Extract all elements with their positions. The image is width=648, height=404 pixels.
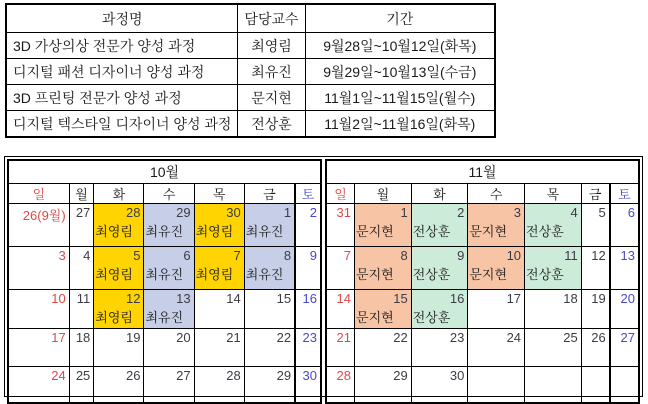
- day-number: [582, 367, 609, 368]
- day-number: 18: [563, 291, 578, 306]
- day-number: 3: [513, 205, 522, 220]
- day-number: 1: [283, 205, 292, 220]
- course-name-cell: 3D 프린팅 전문가 양성 과정: [6, 85, 238, 111]
- instructor-label: 최유진: [145, 224, 184, 239]
- day-number: 24: [51, 368, 66, 383]
- day-cell: [244, 329, 295, 367]
- day-cell: [468, 247, 525, 290]
- instructor-label: 최영림: [195, 224, 234, 239]
- day-cell: [468, 329, 525, 367]
- day-number: 17: [506, 291, 522, 306]
- day-cell: [581, 367, 610, 404]
- day-cell: [411, 247, 468, 290]
- course-name-cell: 디지털 패션 디자이너 양성 과정: [6, 59, 238, 85]
- day-cell: [525, 290, 582, 329]
- day-number: 8: [400, 248, 408, 263]
- instructor-label: 최영림: [195, 267, 234, 282]
- day-cell: [411, 204, 468, 247]
- day-cell: [468, 367, 525, 404]
- week-row: [8, 247, 321, 290]
- day-number: 18: [75, 330, 91, 345]
- day-number: 13: [176, 291, 191, 306]
- period-cell: 11월2일~11월16일(화목): [305, 111, 495, 138]
- calendar-section: [4, 156, 643, 397]
- day-cell: [411, 367, 468, 404]
- day-number: 19: [125, 330, 141, 345]
- day-cell: [194, 290, 244, 329]
- instructor-label: 최영림: [95, 310, 133, 325]
- day-number: 15: [276, 291, 292, 306]
- day-number: 19: [591, 291, 606, 306]
- week-row: [326, 367, 639, 404]
- instructor-label: 문지현: [356, 224, 394, 239]
- day-number: 16: [302, 291, 317, 306]
- day-cell: [355, 247, 412, 290]
- day-cell: [244, 367, 295, 404]
- day-cell: [194, 204, 244, 247]
- period-header: 기간: [305, 4, 495, 33]
- day-cell: [581, 247, 610, 290]
- day-number: 11: [564, 248, 578, 263]
- month-title: 10월: [8, 160, 321, 184]
- day-cell: [525, 247, 582, 290]
- instructor-label: 최영림: [95, 267, 133, 282]
- day-cell: [69, 329, 94, 367]
- day-cell: [326, 204, 355, 247]
- day-number: 29: [176, 205, 191, 220]
- day-number: [611, 367, 638, 368]
- day-number: 23: [449, 330, 465, 345]
- calendar-body: [8, 204, 321, 404]
- day-cell: [326, 329, 355, 367]
- instructor-label: 최유진: [145, 310, 184, 325]
- day-cell: [610, 367, 639, 404]
- day-number: 30: [226, 205, 241, 220]
- day-number: 27: [75, 205, 91, 220]
- day-number: 17: [51, 330, 66, 345]
- weekday-header: 목: [194, 184, 244, 204]
- instructor-label: 전상훈: [412, 267, 451, 282]
- period-cell: 9월29일~10월13일(수금): [305, 59, 495, 85]
- course-name-cell: 디지털 텍스타일 디자이너 양성 과정: [6, 111, 238, 138]
- day-cell: [355, 329, 412, 367]
- week-row: [8, 290, 321, 329]
- instructor-label: 최영림: [95, 224, 133, 239]
- week-row: [8, 329, 321, 367]
- professor-cell: 전상훈: [238, 111, 305, 138]
- day-cell: [144, 329, 194, 367]
- day-cell: [355, 204, 412, 247]
- month-title-row: [326, 160, 639, 184]
- day-cell: [8, 367, 69, 404]
- day-cell: [194, 329, 244, 367]
- instructor-label: 문지현: [356, 267, 394, 282]
- weekday-header: 금: [244, 184, 295, 204]
- day-cell: [525, 367, 582, 404]
- day-cell: [94, 204, 144, 247]
- day-cell: [144, 290, 194, 329]
- weekday-header: 월: [355, 184, 412, 204]
- weekday-header: 목: [525, 184, 582, 204]
- day-number: 26: [125, 368, 141, 383]
- weekday-header: 화: [94, 184, 144, 204]
- day-number: 28: [336, 368, 352, 383]
- day-number: 21: [336, 330, 352, 345]
- period-cell: 11월1일~11월15일(월수): [305, 85, 495, 111]
- weekday-header: 월: [69, 184, 94, 204]
- day-number: 21: [226, 330, 241, 345]
- week-row: [8, 204, 321, 247]
- day-cell: [69, 290, 94, 329]
- day-cell: [295, 367, 321, 404]
- day-cell: [244, 247, 295, 290]
- day-cell: [610, 247, 639, 290]
- day-number: 20: [176, 330, 191, 345]
- instructor-label: 최유진: [245, 224, 284, 239]
- day-number: 27: [176, 368, 191, 383]
- day-number: 10: [51, 291, 66, 306]
- day-number: 24: [506, 330, 522, 345]
- week-row: [326, 247, 639, 290]
- day-cell: [244, 290, 295, 329]
- day-cell: [94, 367, 144, 404]
- day-number: 14: [226, 291, 241, 306]
- day-number: 28: [125, 205, 141, 220]
- day-cell: [610, 329, 639, 367]
- day-cell: [8, 247, 69, 290]
- weekday-header: 토: [295, 184, 321, 204]
- day-number: 31: [336, 205, 352, 220]
- day-cell: [144, 367, 194, 404]
- day-number: 22: [393, 330, 408, 345]
- day-cell: [295, 329, 321, 367]
- course-row: [6, 85, 495, 111]
- day-number: [468, 367, 524, 368]
- month-title-row: [8, 160, 321, 184]
- calendar-body: [326, 204, 639, 404]
- weekday-header: 수: [468, 184, 525, 204]
- instructor-label: 문지현: [469, 224, 508, 239]
- course-table-head: [6, 4, 495, 33]
- day-cell: [411, 329, 468, 367]
- day-cell: [326, 290, 355, 329]
- instructor-label: 문지현: [356, 310, 394, 325]
- instructor-label: 최유진: [245, 267, 284, 282]
- month-calendar: [7, 159, 322, 404]
- weekday-header-row: [326, 184, 639, 204]
- day-number: 5: [133, 248, 141, 263]
- day-cell: [468, 290, 525, 329]
- day-cell: [581, 204, 610, 247]
- day-number: 28: [226, 368, 241, 383]
- day-cell: [144, 204, 194, 247]
- course-table: [5, 3, 496, 138]
- day-number: 7: [233, 248, 241, 263]
- professor-cell: 최유진: [238, 59, 305, 85]
- day-number: 1: [400, 205, 408, 220]
- day-cell: [525, 204, 582, 247]
- day-number: 13: [620, 248, 635, 263]
- day-cell: [295, 204, 321, 247]
- instructor-label: 전상훈: [412, 224, 451, 239]
- day-number: 23: [302, 330, 317, 345]
- day-cell: [144, 247, 194, 290]
- day-number: 11: [76, 291, 91, 306]
- day-cell: [194, 367, 244, 404]
- day-number: 29: [393, 368, 408, 383]
- day-number: 14: [336, 291, 352, 306]
- period-cell: 9월28일~10월12일(화목): [305, 33, 495, 59]
- course-table-body: [6, 33, 495, 138]
- day-number: 15: [393, 291, 408, 306]
- course-name-header: 과정명: [6, 4, 238, 33]
- month-calendar: [325, 159, 640, 404]
- instructor-label: 전상훈: [526, 224, 564, 239]
- weekday-header: 수: [144, 184, 194, 204]
- day-number: 4: [83, 248, 91, 263]
- day-number: 6: [183, 248, 191, 263]
- course-row: [6, 33, 495, 59]
- day-cell: [610, 204, 639, 247]
- day-cell: [326, 367, 355, 404]
- day-number: 22: [276, 330, 292, 345]
- day-cell: [69, 367, 94, 404]
- day-number: 29: [276, 368, 292, 383]
- instructor-label: 전상훈: [412, 310, 451, 325]
- day-cell: [610, 290, 639, 329]
- day-number: 9: [457, 248, 465, 263]
- day-cell: [295, 247, 321, 290]
- calendar-head: [8, 160, 321, 204]
- week-row: [326, 290, 639, 329]
- day-cell: [194, 247, 244, 290]
- day-number: 10: [506, 248, 522, 263]
- weekday-header: 토: [610, 184, 639, 204]
- day-number: 7: [343, 248, 352, 263]
- day-cell: [94, 329, 144, 367]
- day-number: 6: [627, 205, 635, 220]
- day-number: 26: [591, 330, 606, 345]
- weekday-header: 일: [8, 184, 69, 204]
- professor-header: 담당교수: [238, 4, 305, 33]
- day-number: 16: [449, 291, 465, 306]
- week-row: [8, 367, 321, 404]
- day-cell: [295, 290, 321, 329]
- course-name-cell: 3D 가상의상 전문가 양성 과정: [6, 33, 238, 59]
- day-number: 30: [302, 368, 317, 383]
- day-cell: [411, 290, 468, 329]
- day-cell: [244, 204, 295, 247]
- professor-cell: 최영림: [238, 33, 305, 59]
- day-number: 8: [283, 248, 292, 263]
- weekday-header: 금: [581, 184, 610, 204]
- day-cell: [8, 329, 69, 367]
- month-title: 11월: [326, 160, 639, 184]
- day-cell: [94, 247, 144, 290]
- day-number: 26(9월): [22, 208, 66, 223]
- day-cell: [8, 290, 69, 329]
- instructor-label: 최유진: [145, 267, 184, 282]
- day-number: 4: [570, 205, 578, 220]
- day-cell: [94, 290, 144, 329]
- day-number: 2: [309, 205, 317, 220]
- day-number: 30: [449, 368, 465, 383]
- day-number: 20: [620, 291, 635, 306]
- course-row: [6, 59, 495, 85]
- course-row: [6, 111, 495, 138]
- day-number: 25: [75, 368, 91, 383]
- day-cell: [355, 367, 412, 404]
- day-number: 5: [598, 205, 606, 220]
- day-cell: [355, 290, 412, 329]
- day-cell: [69, 204, 94, 247]
- professor-cell: 문지현: [238, 85, 305, 111]
- course-table-header-row: [6, 4, 495, 33]
- day-number: 9: [309, 248, 317, 263]
- day-number: [525, 367, 581, 368]
- day-cell: [69, 247, 94, 290]
- day-cell: [581, 290, 610, 329]
- day-number: 3: [58, 248, 66, 263]
- day-number: 25: [563, 330, 578, 345]
- day-cell: [326, 247, 355, 290]
- day-number: 12: [125, 291, 141, 306]
- weekday-header: 일: [326, 184, 355, 204]
- instructor-label: 문지현: [469, 267, 508, 282]
- day-cell: [581, 329, 610, 367]
- weekday-header: 화: [411, 184, 468, 204]
- day-number: 27: [620, 330, 635, 345]
- day-cell: [525, 329, 582, 367]
- instructor-label: 전상훈: [526, 267, 564, 282]
- calendar-head: [326, 160, 639, 204]
- day-number: 12: [591, 248, 606, 263]
- day-cell: [8, 204, 69, 247]
- week-row: [326, 329, 639, 367]
- weekday-header-row: [8, 184, 321, 204]
- day-number: 2: [457, 205, 465, 220]
- day-cell: [468, 204, 525, 247]
- week-row: [326, 204, 639, 247]
